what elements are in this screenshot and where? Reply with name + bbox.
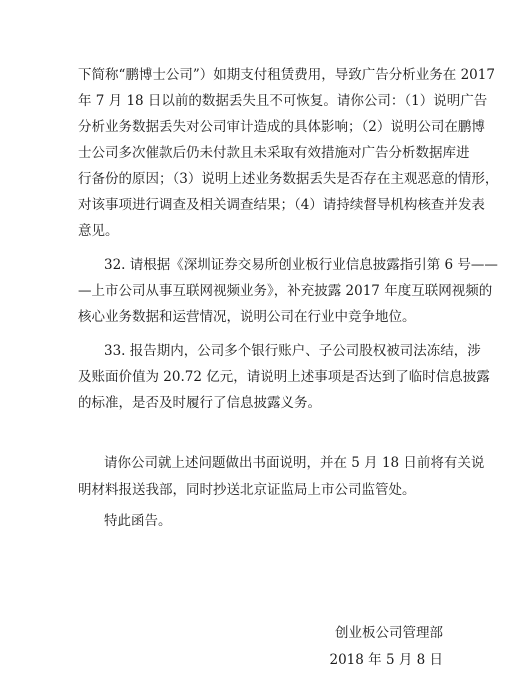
- text-line: 年 7 月 18 日以前的数据丢失且不可恢复。请你公司：（1）说明广告: [78, 93, 488, 109]
- text-line: 下简称“鹏博士公司”）如期支付租赁费用，导致广告分析业务在 2017: [78, 67, 495, 83]
- text-line: 核心业务数据和运营情况，说明公司在行业中竞争地位。: [78, 309, 416, 325]
- closing-paragraph-first-line: 请你公司就上述问题做出书面说明，并在 5 月 18 日前将有关说: [104, 455, 485, 471]
- paragraph-33-first-line: 33. 报告期内，公司多个银行账户、子公司股权被司法冻结，涉: [104, 343, 481, 359]
- text-line: 行备份的原因；（3）说明上述业务数据丢失是否存在主观恶意的情形，: [78, 171, 499, 187]
- signature-date: 2018 年 5 月 8 日: [329, 652, 443, 668]
- paragraph-32-first-line: 32. 请根据《深圳证券交易所创业板行业信息披露指引第 6 号——: [104, 257, 498, 273]
- text-line: 的标准，是否及时履行了信息披露义务。: [78, 395, 321, 411]
- text-line: —上市公司从事互联网视频业务》，补充披露 2017 年度互联网视频的: [78, 283, 493, 299]
- text-line: 意见。: [78, 223, 119, 239]
- text-line: 对该事项进行调查及相关调查结果；（4）请持续督导机构核查并发表: [78, 197, 485, 213]
- text-line: 士公司多次催款后仍未付款且未采取有效措施对广告分析数据库进: [78, 145, 470, 161]
- signature-department: 创业板公司管理部: [335, 625, 443, 641]
- text-line: 明材料报送我部，同时抄送北京证监局上市公司监管处。: [78, 482, 416, 498]
- text-line: 分析业务数据丢失对公司审计造成的具体影响；（2）说明公司在鹏博: [78, 119, 485, 135]
- text-line: 及账面价值为 20.72 亿元，请说明上述事项是否达到了临时信息披露: [78, 369, 490, 385]
- closing-phrase: 特此函告。: [104, 513, 172, 529]
